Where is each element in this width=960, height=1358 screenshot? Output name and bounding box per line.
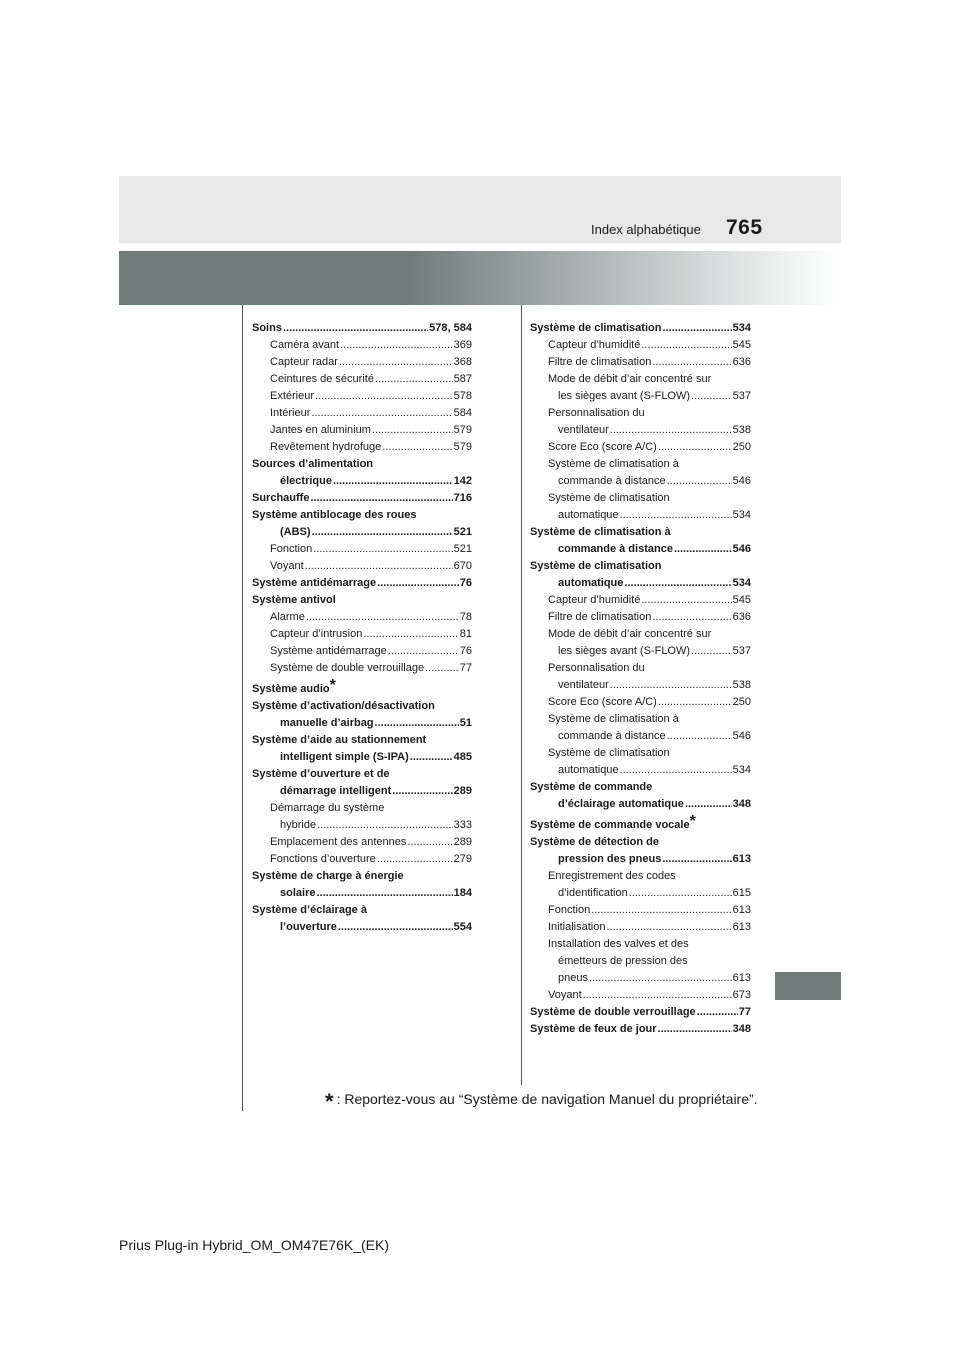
page-reference: 521 xyxy=(453,526,472,538)
entry-term: Personnalisation du xyxy=(548,662,645,674)
dot-leader xyxy=(658,694,732,711)
entry-term: électrique xyxy=(280,475,332,487)
index-entry xyxy=(530,643,751,660)
document-footer: Prius Plug-in Hybrid_OM_OM47E76K_(EK) xyxy=(119,1237,389,1253)
entry-term: Fonction xyxy=(548,904,591,916)
index-heading xyxy=(530,813,751,834)
index-entry xyxy=(530,541,751,558)
index-heading xyxy=(530,524,751,541)
entry-term: Filtre de climatisation xyxy=(548,611,652,623)
index-heading xyxy=(252,677,472,698)
index-entry xyxy=(252,660,472,677)
index-entry xyxy=(530,354,751,371)
page-reference: 81 xyxy=(459,628,472,640)
page-reference: 289 xyxy=(453,836,472,848)
page-reference: 521 xyxy=(453,543,472,555)
index-entry xyxy=(252,609,472,626)
entry-term: commande à distance xyxy=(558,730,666,742)
chapter-gradient-band xyxy=(119,251,841,305)
dot-leader xyxy=(313,541,452,558)
entry-term: Système de climatisation xyxy=(548,747,670,759)
entry-term: pression des pneus xyxy=(558,853,662,865)
entry-term: Capteur radar xyxy=(270,356,338,368)
page-reference: 534 xyxy=(732,764,751,776)
entry-term: Mode de débit d’air concentré sur xyxy=(548,373,712,385)
index-entry xyxy=(252,337,472,354)
chapter-side-tab xyxy=(775,972,841,1000)
entry-term: automatique xyxy=(558,509,619,521)
footnote xyxy=(325,1089,758,1115)
dot-leader xyxy=(312,524,453,541)
dot-leader xyxy=(610,422,732,439)
index-entry xyxy=(530,609,751,626)
index-heading xyxy=(530,558,751,575)
page-reference: 545 xyxy=(732,594,751,606)
index-entry xyxy=(530,422,751,439)
entry-term: Fonctions d’ouverture xyxy=(270,853,376,865)
column-divider xyxy=(521,305,522,1085)
dot-leader xyxy=(410,749,453,766)
index-heading xyxy=(530,779,751,796)
page-reference: 554 xyxy=(453,921,472,933)
entry-term: Mode de débit d’air concentré sur xyxy=(548,628,712,640)
index-entry xyxy=(252,575,472,592)
entry-term: Jantes en aluminium xyxy=(270,424,371,436)
entry-term: Système d’éclairage à xyxy=(252,904,367,916)
page-reference: 534 xyxy=(732,509,751,521)
index-entry xyxy=(252,885,472,902)
index-entry xyxy=(252,626,472,643)
page-reference: 615 xyxy=(732,887,751,899)
entry-term: les sièges avant (S-FLOW) xyxy=(558,645,691,657)
entry-term: Système antidémarrage xyxy=(252,577,377,589)
index-entry xyxy=(530,337,751,354)
dot-leader xyxy=(674,541,732,558)
page-reference: 250 xyxy=(732,441,751,453)
entry-term: émetteurs de pression des xyxy=(558,955,688,967)
index-entry xyxy=(252,490,472,507)
index-heading xyxy=(530,868,751,885)
dot-leader xyxy=(629,885,732,902)
entry-term: Capteur d’humidité xyxy=(548,594,641,606)
page-reference: 636 xyxy=(732,356,751,368)
index-heading xyxy=(252,456,472,473)
index-entry xyxy=(530,1021,751,1038)
page-reference: 51 xyxy=(459,717,472,729)
dot-leader xyxy=(316,885,452,902)
index-heading xyxy=(252,800,472,817)
index-entry xyxy=(252,354,472,371)
dot-leader xyxy=(333,473,453,490)
entry-term: Fonction xyxy=(270,543,313,555)
footnote-star: * xyxy=(329,677,336,694)
dot-leader xyxy=(375,371,453,388)
entry-term: Score Eco (score A/C) xyxy=(548,441,657,453)
entry-term: Système antidémarrage xyxy=(270,645,387,657)
index-entry xyxy=(252,388,472,405)
dot-leader xyxy=(392,783,452,800)
entry-term: ventilateur xyxy=(558,679,609,691)
index-heading xyxy=(530,834,751,851)
dot-leader xyxy=(697,1004,738,1021)
index-entry xyxy=(530,851,751,868)
entry-term: Système d’aide au stationnement xyxy=(252,734,427,746)
page-reference: 587 xyxy=(453,373,472,385)
dot-leader xyxy=(339,354,453,371)
entry-term: Système antivol xyxy=(252,594,336,606)
dot-leader xyxy=(425,660,459,677)
entry-term: manuelle d’airbag xyxy=(280,717,374,729)
index-heading xyxy=(252,732,472,749)
page-reference: 546 xyxy=(732,543,751,555)
dot-leader xyxy=(315,388,453,405)
entry-term: Score Eco (score A/C) xyxy=(548,696,657,708)
index-entry xyxy=(252,643,472,660)
index-entry xyxy=(530,575,751,592)
entry-term: solaire xyxy=(280,887,316,899)
entry-term: Alarme xyxy=(270,611,305,623)
dot-leader xyxy=(662,320,731,337)
entry-term: d’identification xyxy=(558,887,628,899)
page-reference: 279 xyxy=(453,853,472,865)
page-number: 765 xyxy=(726,216,763,239)
page-reference: 584 xyxy=(453,407,472,419)
index-entry xyxy=(530,507,751,524)
dot-leader xyxy=(610,677,732,694)
index-entry xyxy=(530,320,751,337)
entry-term: Emplacement des antennes xyxy=(270,836,407,848)
index-entry xyxy=(252,320,472,337)
entry-term: Système antiblocage des roues xyxy=(252,509,417,521)
page-reference: 579 xyxy=(453,424,472,436)
page-reference: 368 xyxy=(453,356,472,368)
index-heading xyxy=(530,405,751,422)
page-reference: 485 xyxy=(453,751,472,763)
dot-leader xyxy=(662,851,731,868)
entry-term: Soins xyxy=(252,322,282,334)
index-heading xyxy=(530,936,751,953)
index-column-right xyxy=(530,320,751,1038)
page-reference: 76 xyxy=(459,577,472,589)
dot-leader xyxy=(652,354,731,371)
index-heading xyxy=(530,953,751,970)
index-entry xyxy=(252,439,472,456)
page-reference: 534 xyxy=(732,322,751,334)
page-reference: 534 xyxy=(732,577,751,589)
entry-term: Système de climatisation xyxy=(530,560,662,572)
entry-term: Système de charge à énergie xyxy=(252,870,404,882)
dot-leader xyxy=(591,902,731,919)
entry-term: Intérieur xyxy=(270,407,311,419)
dot-leader xyxy=(407,834,452,851)
index-entry xyxy=(530,885,751,902)
entry-term: commande à distance xyxy=(558,475,666,487)
page-reference: 613 xyxy=(732,853,751,865)
page-reference: 670 xyxy=(453,560,472,572)
index-entry xyxy=(530,919,751,936)
entry-term: Capteur d’intrusion xyxy=(270,628,363,640)
index-entry xyxy=(530,677,751,694)
entry-term: intelligent simple (S-IPA) xyxy=(280,751,409,763)
entry-term: Initialisation xyxy=(548,921,606,933)
footnote-text: : Reportez-vous au “Système de navigation Manuel du propriétaire”. xyxy=(336,1091,758,1107)
entry-term: Enregistrement des codes xyxy=(548,870,676,882)
dot-leader xyxy=(667,728,732,745)
entry-term: Système de double verrouillage xyxy=(270,662,425,674)
page-reference: 142 xyxy=(453,475,472,487)
entry-term: Système de climatisation xyxy=(530,322,662,334)
index-heading xyxy=(252,868,472,885)
dot-leader xyxy=(589,970,732,987)
dot-leader xyxy=(382,439,452,456)
dot-leader xyxy=(691,643,732,660)
dot-leader xyxy=(311,405,452,422)
entry-term: Surchauffe xyxy=(252,492,310,504)
index-heading xyxy=(530,371,751,388)
page-reference: 348 xyxy=(732,1023,751,1035)
entry-term: Système d’activation/désactivation xyxy=(252,700,435,712)
page-reference: 538 xyxy=(732,679,751,691)
entry-term: Extérieur xyxy=(270,390,315,402)
entry-term: d’éclairage automatique xyxy=(558,798,684,810)
index-entry xyxy=(530,592,751,609)
entry-term: Système de climatisation xyxy=(548,492,670,504)
page-reference: 538 xyxy=(732,424,751,436)
index-heading xyxy=(530,490,751,507)
page-reference: 348 xyxy=(732,798,751,810)
entry-term: Système de climatisation à xyxy=(530,526,671,538)
entry-term: Caméra avant xyxy=(270,339,340,351)
page-reference: 77 xyxy=(459,662,472,674)
entry-term: Système de commande vocale xyxy=(530,819,690,831)
index-entry xyxy=(530,439,751,456)
footnote-star: * xyxy=(325,1089,334,1114)
entry-term: Voyant xyxy=(548,989,582,1001)
index-entry xyxy=(530,796,751,813)
index-entry xyxy=(530,473,751,490)
entry-term: les sièges avant (S-FLOW) xyxy=(558,390,691,402)
dot-leader xyxy=(667,473,732,490)
dot-leader xyxy=(620,507,732,524)
page-reference: 673 xyxy=(732,989,751,1001)
index-entry xyxy=(252,715,472,732)
page-reference: 78 xyxy=(459,611,472,623)
entry-term: Ceintures de sécurité xyxy=(270,373,374,385)
page-reference: 578 xyxy=(453,390,472,402)
entry-term: Système de feux de jour xyxy=(530,1023,657,1035)
entry-term: pneus xyxy=(558,972,588,984)
index-entry xyxy=(530,987,751,1004)
entry-term: ventilateur xyxy=(558,424,609,436)
dot-leader xyxy=(620,762,732,779)
dot-leader xyxy=(641,337,731,354)
index-entry xyxy=(252,817,472,834)
index-entry xyxy=(530,1004,751,1021)
index-heading xyxy=(530,456,751,473)
page-reference: 546 xyxy=(732,475,751,487)
entry-term: (ABS) xyxy=(280,526,311,538)
index-heading xyxy=(530,626,751,643)
index-entry xyxy=(252,919,472,936)
dot-leader xyxy=(317,817,453,834)
page-reference: 636 xyxy=(732,611,751,623)
index-heading xyxy=(530,660,751,677)
page-reference: 77 xyxy=(738,1006,751,1018)
index-column-left xyxy=(252,320,472,936)
index-entry xyxy=(252,783,472,800)
page-reference: 613 xyxy=(732,972,751,984)
entry-term: Sources d’alimentation xyxy=(252,458,374,470)
index-entry xyxy=(252,422,472,439)
entry-term: hybride xyxy=(280,819,317,831)
dot-leader xyxy=(363,626,458,643)
index-heading xyxy=(252,766,472,783)
page-reference: 613 xyxy=(732,921,751,933)
dot-leader xyxy=(340,337,453,354)
index-entry xyxy=(530,694,751,711)
index-entry xyxy=(252,749,472,766)
index-entry xyxy=(252,541,472,558)
page-reference: 545 xyxy=(732,339,751,351)
entry-term: Système de commande xyxy=(530,781,653,793)
left-margin-rule xyxy=(242,305,243,1111)
dot-leader xyxy=(388,643,459,660)
index-entry xyxy=(530,388,751,405)
dot-leader xyxy=(583,987,732,1004)
entry-term: Système de climatisation à xyxy=(548,713,679,725)
entry-term: Système de double verrouillage xyxy=(530,1006,696,1018)
index-entry xyxy=(252,558,472,575)
entry-term: Personnalisation du xyxy=(548,407,645,419)
dot-leader xyxy=(641,592,731,609)
entry-term: l’ouverture xyxy=(280,921,337,933)
index-entry xyxy=(252,834,472,851)
page-reference: 369 xyxy=(453,339,472,351)
page-reference: 579 xyxy=(453,441,472,453)
entry-term: Système audio xyxy=(252,683,330,695)
section-title: Index alphabétique xyxy=(591,222,701,237)
page-reference: 613 xyxy=(732,904,751,916)
entry-term: Installation des valves et des xyxy=(548,938,689,950)
index-heading xyxy=(252,902,472,919)
index-entry xyxy=(530,728,751,745)
index-entry xyxy=(252,524,472,541)
entry-term: automatique xyxy=(558,577,624,589)
index-heading xyxy=(252,507,472,524)
index-entry xyxy=(530,762,751,779)
page-reference: 537 xyxy=(732,645,751,657)
page-reference: 716 xyxy=(453,492,472,504)
index-heading xyxy=(252,592,472,609)
dot-leader xyxy=(310,490,452,507)
entry-term: Voyant xyxy=(270,560,304,572)
dot-leader xyxy=(375,715,459,732)
dot-leader xyxy=(283,320,428,337)
dot-leader xyxy=(658,439,732,456)
entry-term: Système de détection de xyxy=(530,836,659,848)
index-heading xyxy=(252,698,472,715)
entry-term: Revêtement hydrofuge xyxy=(270,441,382,453)
dot-leader xyxy=(338,919,453,936)
dot-leader xyxy=(372,422,453,439)
index-entry xyxy=(252,405,472,422)
entry-term: Capteur d’humidité xyxy=(548,339,641,351)
dot-leader xyxy=(305,558,453,575)
dot-leader xyxy=(306,609,459,626)
dot-leader xyxy=(652,609,731,626)
index-entry xyxy=(252,851,472,868)
dot-leader xyxy=(377,575,459,592)
dot-leader xyxy=(685,796,732,813)
page-reference: 250 xyxy=(732,696,751,708)
index-entry xyxy=(530,970,751,987)
page-reference: 184 xyxy=(453,887,472,899)
entry-term: commande à distance xyxy=(558,543,673,555)
dot-leader xyxy=(624,575,731,592)
dot-leader xyxy=(377,851,453,868)
index-heading xyxy=(530,745,751,762)
dot-leader xyxy=(658,1021,732,1038)
page-reference: 546 xyxy=(732,730,751,742)
entry-term: démarrage intelligent xyxy=(280,785,392,797)
page-reference: 76 xyxy=(459,645,472,657)
entry-term: Système d’ouverture et de xyxy=(252,768,390,780)
index-entry xyxy=(252,473,472,490)
page-reference: 289 xyxy=(453,785,472,797)
page-reference: 333 xyxy=(453,819,472,831)
entry-term: Démarrage du système xyxy=(270,802,385,814)
dot-leader xyxy=(606,919,731,936)
entry-term: automatique xyxy=(558,764,619,776)
entry-term: Système de climatisation à xyxy=(548,458,679,470)
page-reference: 537 xyxy=(732,390,751,402)
page-reference: 578, 584 xyxy=(429,322,472,334)
index-entry xyxy=(530,902,751,919)
index-entry xyxy=(252,371,472,388)
index-heading xyxy=(530,711,751,728)
footnote-star: * xyxy=(689,813,696,830)
dot-leader xyxy=(691,388,732,405)
entry-term: Filtre de climatisation xyxy=(548,356,652,368)
